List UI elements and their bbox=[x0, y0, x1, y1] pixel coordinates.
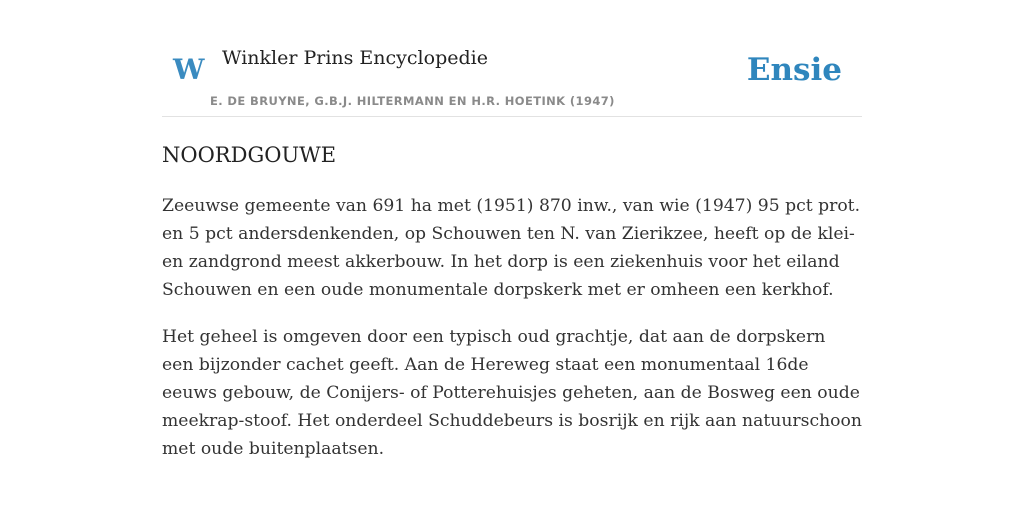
article-paragraph: Het geheel is omgeven door een typisch oud grachtje, dat aan de dorpskern een bijzonder cachet geeft. Aan de Hereweg staat een monumentaal 16de eeuws gebouw, de Conijers- of Potterehuisjes geheten, aan de Bosweg een oude meekrap-stoof. Het onderdeel Schuddebeurs is bosrijk en rijk aan natuurschoon met oude buitenplaatsen. bbox=[162, 327, 862, 459]
header bbox=[162, 40, 862, 117]
ensie-logo[interactable]: Ensie bbox=[746, 52, 842, 88]
publication-title[interactable]: Winkler Prins Encyclopedie bbox=[222, 47, 488, 69]
article-paragraph: Zeeuwse gemeente van 691 ha met (1951) 870 inw., van wie (1947) 95 pct prot. en 5 pct andersdenkenden, op Schouwen ten N. van Zierikzee, heeft op de klei- en zandgrond meest akkerbouw. In het dorp is een ziekenhuis voor het eiland Schouwen en een oude monumentale dorpskerk met er omheen een kerkhof. bbox=[162, 196, 861, 300]
publication-authors: E. DE BRUYNE, G.B.J. HILTERMANN EN H.R. HOETINK (1947) bbox=[210, 94, 615, 108]
winkler-prins-logo[interactable]: W bbox=[173, 53, 205, 86]
article-body bbox=[162, 192, 862, 482]
article-title: NOORDGOUWE bbox=[162, 143, 337, 167]
